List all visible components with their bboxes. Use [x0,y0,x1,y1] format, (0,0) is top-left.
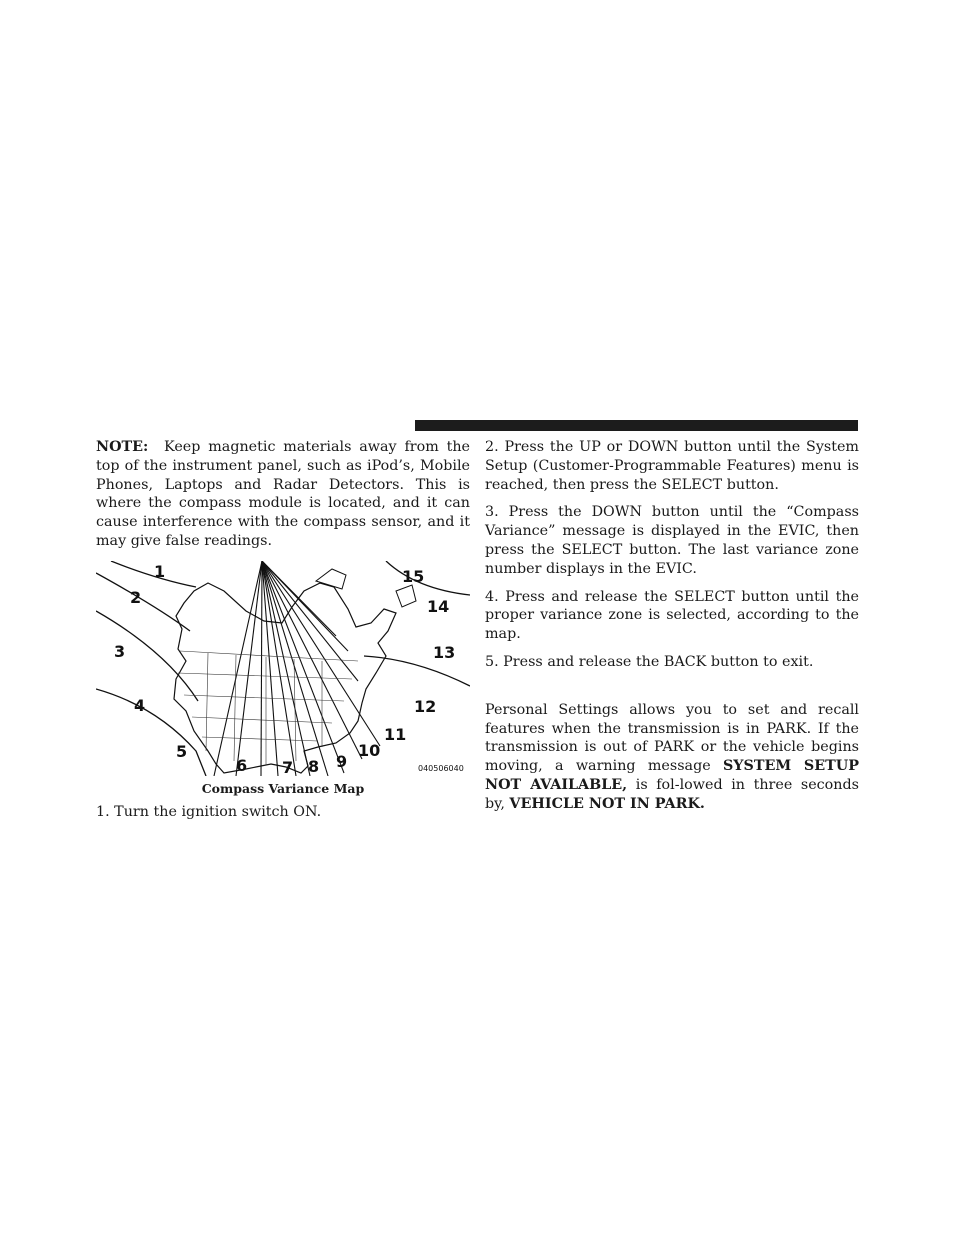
zone-label-13: 13 [433,642,456,662]
zone-label-5: 5 [176,741,188,761]
zone-label-14: 14 [427,596,450,616]
zone-label-12: 12 [414,696,437,716]
personal-text-a: Personal Settings allows you to set and recall features when the transmission is in PARK. If the transmission is out of PARK or the vehicle begins moving, a warning message [485,701,859,775]
figure-code: 040506040 [418,763,464,773]
zone-label-2: 2 [130,587,142,607]
note-text: Keep magnetic materials away from the top of the instrument panel, such as iPod’s, Mobile Phones, Laptops and Radar Detectors. This is where the compass module is located, and it can cause interference with the compass sensor, and it may give false readings. [96,439,471,549]
zone-label-4: 4 [134,695,146,715]
left-column [96,438,470,821]
zone-label-1: 1 [154,561,166,581]
zone-label-9: 9 [336,751,348,771]
zone-label-11: 11 [384,724,407,744]
zone-label-6: 6 [236,755,248,775]
vehicle-not-in-park: VEHICLE NOT IN PARK. [509,795,705,812]
system-setup-not-available: SYSTEM SETUP NOT AVAILABLE, [485,758,860,793]
step-2: 2. Press the UP or DOWN button until the System Setup (Customer-Programmable Features) menu is reached, then press the SELECT button. [485,439,859,493]
map-svg [96,561,470,776]
personal-text-c: is fol-lowed in three seconds by, [485,776,859,812]
zone-label-8: 8 [308,756,320,776]
zone-label-15: 15 [402,566,425,586]
step-1: 1. Turn the ignition switch ON. [96,803,322,820]
figure-caption: Compass Variance Map [201,780,365,796]
personal-settings-paragraph [485,701,859,814]
step-5: 5. Press and release the BACK button to exit. [485,653,814,670]
compass-variance-map [96,561,470,776]
step-3: 3. Press the DOWN button until the “Compass Variance” message is displayed in the EVIC, then press the SELECT button. The last variance zone number displays in the EVIC. [485,504,859,577]
note-paragraph [96,438,470,551]
header-bar [415,420,858,431]
right-column [485,438,859,823]
zone-label-3: 3 [114,641,126,661]
zone-label-7: 7 [282,757,294,776]
note-label: NOTE: [96,439,149,455]
zone-label-10: 10 [358,740,381,760]
step-4: 4. Press and release the SELECT button until the proper variance zone is selected, according to the map. [485,588,859,643]
